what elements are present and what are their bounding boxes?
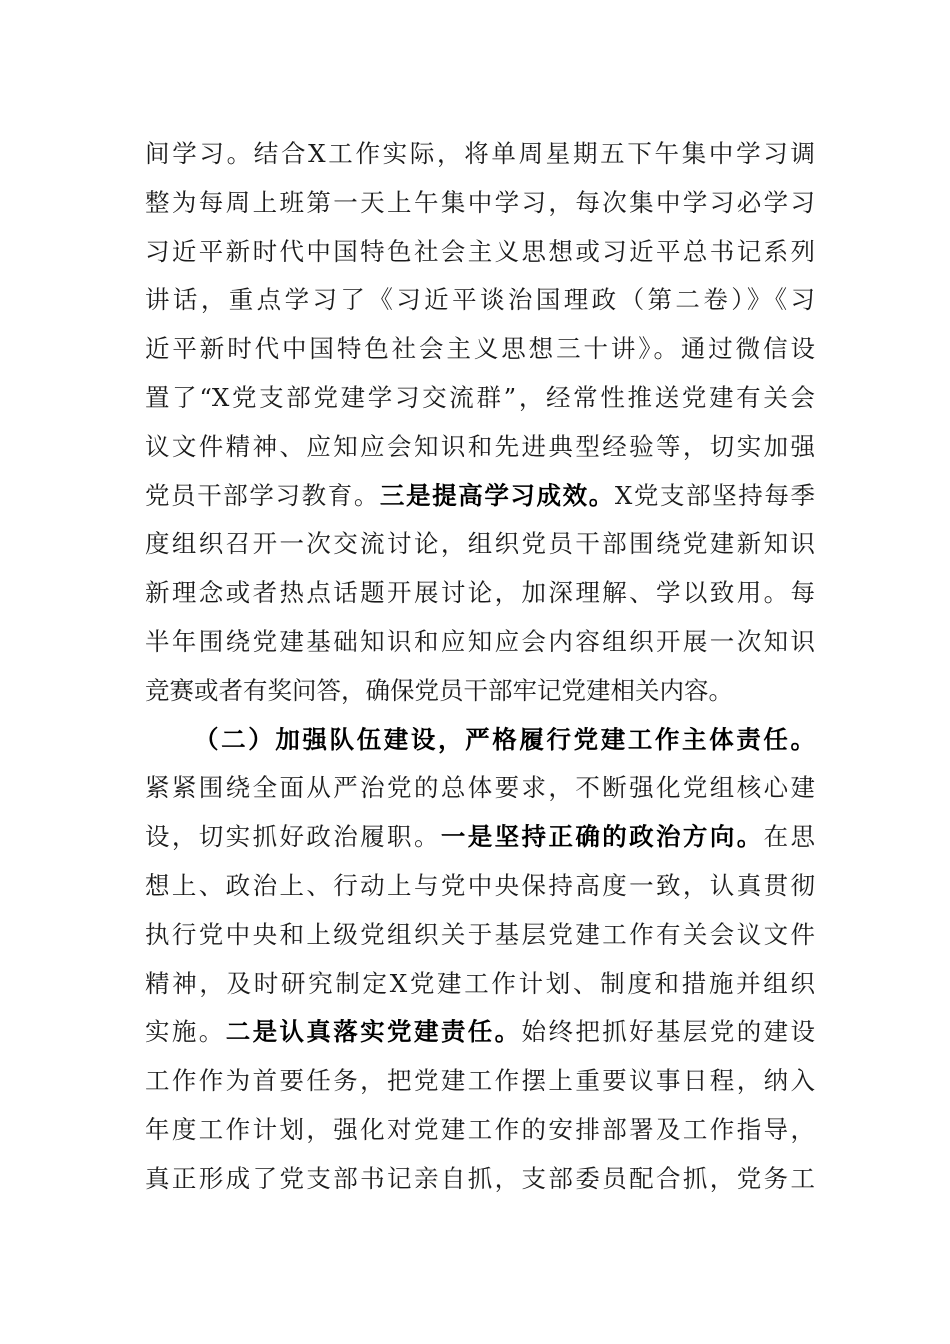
text-line xyxy=(145,325,815,374)
bold-text-segment: 一是坚持正确的政治方向。 xyxy=(440,822,764,852)
text-line xyxy=(145,1106,815,1155)
text-line xyxy=(145,764,815,813)
text-segment: 间学习。结合X工作实际，将单周星期五下午集中学习调 xyxy=(145,139,815,168)
text-segment: 工作作为首要任务，把党建工作摆上重要议事日程，纳入 xyxy=(145,1066,815,1096)
text-segment: 度组织召开一次交流讨论，组织党员干部围绕党建新知识 xyxy=(145,529,815,559)
text-segment: 始终把抓好基层党的建设 xyxy=(521,1017,816,1047)
text-segment: 真正形成了党支部书记亲自抓，支部委员配合抓，党务工 xyxy=(145,1163,815,1193)
text-line xyxy=(145,472,815,521)
text-line xyxy=(145,813,815,862)
text-segment: 想上、政治上、行动上与党中央保持高度一致，认真贯彻 xyxy=(145,870,815,900)
text-segment: 新理念或者热点话题开展讨论，加深理解、学以致用。每 xyxy=(145,578,815,608)
text-line xyxy=(145,276,815,325)
text-segment: 讲话，重点学习了《习近平谈治国理政（第二卷）》《习 xyxy=(145,285,815,315)
text-segment: 紧紧围绕全面从严治党的总体要求，不断强化党组核心建 xyxy=(145,773,815,803)
text-line xyxy=(145,1057,815,1106)
text-line xyxy=(145,179,815,228)
text-line xyxy=(145,911,815,960)
text-line xyxy=(145,374,815,423)
text-segment: 实施。 xyxy=(145,1017,226,1047)
text-line xyxy=(145,520,815,569)
text-segment: 执行党中央和上级党组织关于基层党建工作有关会议文件 xyxy=(145,919,815,949)
text-line xyxy=(145,667,815,716)
text-segment: 半年围绕党建基础知识和应知应会内容组织开展一次知识 xyxy=(145,626,815,656)
text-line xyxy=(145,862,815,911)
text-segment: 习近平新时代中国特色社会主义思想或习近平总书记系列 xyxy=(145,236,815,266)
text-segment: 议文件精神、应知应会知识和先进典型经验等，切实加强 xyxy=(145,431,815,461)
text-segment: 党员干部学习教育。 xyxy=(145,480,380,510)
text-segment: X党支部坚持每季 xyxy=(614,480,815,510)
text-line xyxy=(145,423,815,472)
bold-text-segment: 二是认真落实党建责任。 xyxy=(225,1017,522,1047)
text-line xyxy=(145,130,815,179)
text-segment: 在思 xyxy=(763,822,816,852)
text-line xyxy=(145,618,815,667)
text-segment: 近平新时代中国特色社会主义思想三十讲》。通过微信设 xyxy=(145,334,815,364)
text-line xyxy=(145,960,815,1009)
bold-text-segment: （二）加强队伍建设，严格履行党建工作主体责任。 xyxy=(194,724,815,754)
text-segment: 竞赛或者有奖问答，确保党员干部牢记党建相关内容。 xyxy=(145,675,733,705)
text-line xyxy=(145,1008,815,1057)
text-segment: 设，切实抓好政治履职。 xyxy=(145,822,441,852)
text-segment: 整为每周上班第一天上午集中学习，每次集中学习必学习 xyxy=(145,187,815,217)
bold-text-segment: 三是提高学习成效。 xyxy=(379,480,615,510)
section-heading-line xyxy=(145,716,815,765)
text-line xyxy=(145,228,815,277)
document-body xyxy=(145,130,815,1204)
text-line xyxy=(145,569,815,618)
text-segment: 年度工作计划，强化对党建工作的安排部署及工作指导， xyxy=(145,1114,815,1144)
text-segment: 置了“X党支部党建学习交流群”，经常性推送党建有关会 xyxy=(145,382,815,412)
text-segment: 精神，及时研究制定X党建工作计划、制度和措施并组织 xyxy=(145,968,815,998)
text-line xyxy=(145,1155,815,1204)
